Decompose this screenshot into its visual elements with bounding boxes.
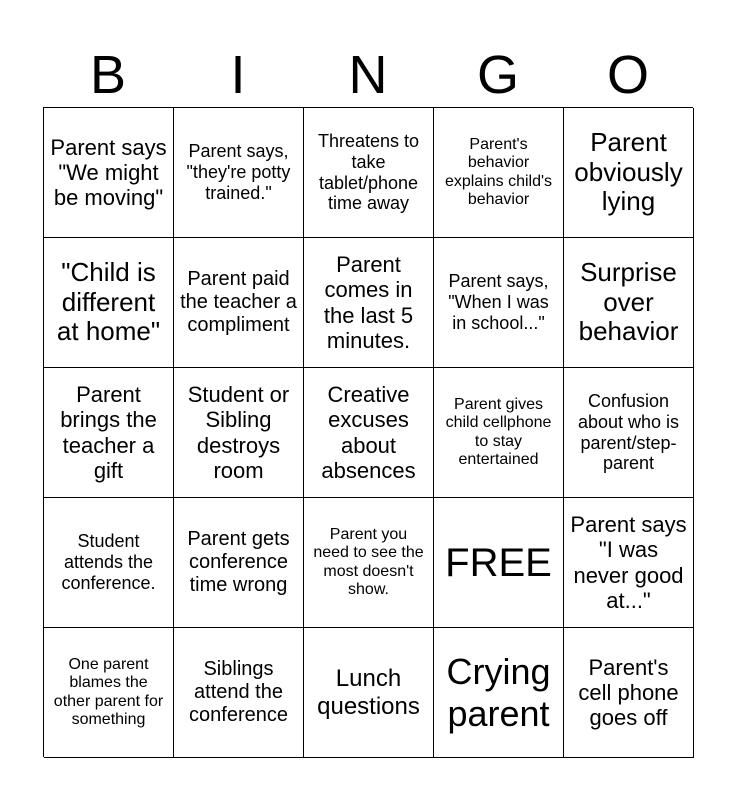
- bingo-cell[interactable]: Parent says, "When I was in school...": [434, 238, 564, 368]
- bingo-cell[interactable]: Threatens to take tablet/phone time away: [304, 108, 434, 238]
- bingo-cell[interactable]: Parent you need to see the most doesn't show.: [304, 498, 434, 628]
- bingo-cell[interactable]: Student attends the conference.: [44, 498, 174, 628]
- header-letter-o: O: [606, 45, 649, 105]
- header-letter-b: B: [89, 45, 127, 105]
- bingo-cell[interactable]: Creative excuses about absences: [304, 368, 434, 498]
- bingo-cell[interactable]: Parent gives child cellphone to stay entertained: [434, 368, 564, 498]
- bingo-cell[interactable]: Confusion about who is parent/step-parent: [564, 368, 694, 498]
- bingo-cell[interactable]: Lunch questions: [304, 628, 434, 758]
- bingo-cell[interactable]: Parent gets conference time wrong: [174, 498, 304, 628]
- header-letter-g: G: [476, 45, 519, 105]
- bingo-cell[interactable]: Crying parent: [434, 628, 564, 758]
- header-letter-n: N: [348, 45, 388, 105]
- bingo-header: [43, 42, 693, 108]
- bingo-cell[interactable]: Parent comes in the last 5 minutes.: [304, 238, 434, 368]
- bingo-cell[interactable]: Parent says, "they're potty trained.": [174, 108, 304, 238]
- bingo-cell[interactable]: Parent's cell phone goes off: [564, 628, 694, 758]
- bingo-cell[interactable]: Parent says "We might be moving": [44, 108, 174, 238]
- bingo-cell[interactable]: Parent's behavior explains child's behavior: [434, 108, 564, 238]
- bingo-cell[interactable]: Parent says "I was never good at...": [564, 498, 694, 628]
- bingo-cell[interactable]: One parent blames the other parent for something: [44, 628, 174, 758]
- bingo-cell[interactable]: Parent paid the teacher a compliment: [174, 238, 304, 368]
- bingo-board: [43, 107, 693, 757]
- bingo-cell[interactable]: Siblings attend the conference: [174, 628, 304, 758]
- bingo-cell[interactable]: Parent obviously lying: [564, 108, 694, 238]
- bingo-cell[interactable]: Student or Sibling destroys room: [174, 368, 304, 498]
- free-space[interactable]: FREE: [434, 498, 564, 628]
- header-letter-i: I: [230, 45, 246, 105]
- bingo-cell[interactable]: Surprise over behavior: [564, 238, 694, 368]
- bingo-cell[interactable]: Parent brings the teacher a gift: [44, 368, 174, 498]
- bingo-cell[interactable]: "Child is different at home": [44, 238, 174, 368]
